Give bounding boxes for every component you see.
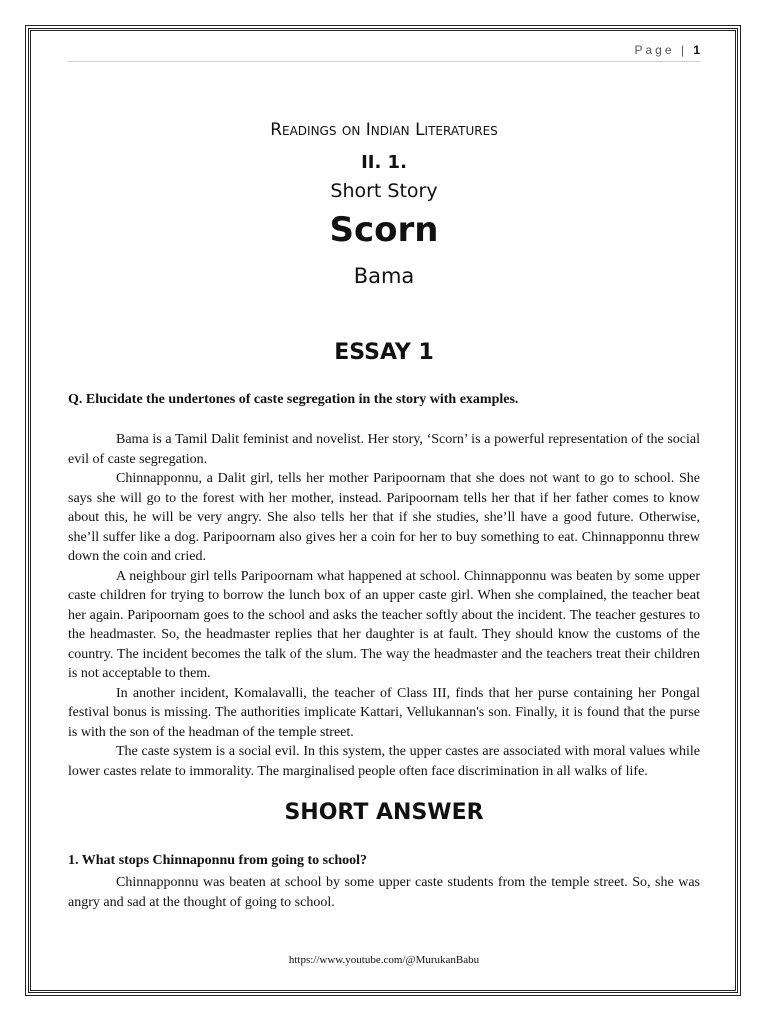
page-label: Page |	[634, 43, 687, 57]
essay-paragraph: The caste system is a social evil. In this system, the upper castes are associated with moral values while lower castes relate to immorality. The marginalised people often face discrimination in all walks of life.	[68, 744, 700, 779]
essay-heading: ESSAY 1	[334, 340, 434, 365]
unit-number: II. 1.	[361, 152, 407, 173]
genre-label: Short Story	[330, 180, 438, 202]
short-answer-text: Chinnapponnu was beaten at school by some upper caste students from the temple street. So, she was angry and sad at the thought of going to school.	[68, 875, 700, 910]
essay-paragraph: A neighbour girl tells Paripoornam what happened at school. Chinnapponnu was beaten by some upper caste children for trying to borrow the lunch box of an upper caste girl. When she complained, the teacher beat her again. Paripoornam goes to the school and asks the teacher softly about the incident. The teacher gestures to the headmaster. So, the headmaster replies that her daughter is at fault. They should know the customs of the country. The incident becomes the talk of the slum. The way the headmaster and the teachers treat their children is not acceptable to them.	[68, 568, 700, 681]
short-answer-question: 1. What stops Chinnaponnu from going to school?	[68, 853, 368, 868]
page-number	[634, 43, 700, 57]
author-name: Bama	[353, 264, 415, 288]
short-answer-heading: SHORT ANSWER	[284, 800, 484, 825]
essay-body	[68, 430, 700, 781]
essay-paragraph: Chinnapponnu, a Dalit girl, tells her mother Paripoornam that she does not want to go to school. She says she will go to the forest with her mother, instead. Paripoornam tells her that if her father comes to know about this, he will be very angry. She also tells her that if she studies, she’ll have a good future. Otherwise, she’ll suffer like a dog. Paripoornam also gives her a coin for her to buy something to eat. Chinnapponnu threw down the coin and cried.	[68, 471, 700, 564]
story-title: Scorn	[329, 210, 439, 250]
essay-paragraph: Bama is a Tamil Dalit feminist and novelist. Her story, ‘Scorn’ is a powerful representation of the social evil of caste segregation.	[68, 432, 700, 467]
series-title: Readings on Indian Literatures	[270, 120, 498, 140]
short-answer-body	[68, 873, 700, 912]
essay-question: Q. Elucidate the undertones of caste segregation in the story with examples.	[68, 392, 519, 407]
page-number-value: 1	[693, 43, 700, 57]
essay-paragraph: In another incident, Komalavalli, the teacher of Class III, finds that her purse containing her Pongal festival bonus is missing. The authorities implicate Kattari, Vellukannan's son. Finally, it is found that the purse is with the son of the headman of the temple street.	[68, 685, 700, 740]
footer-link[interactable]: https://www.youtube.com/@MurukanBabu	[288, 954, 480, 966]
header-divider	[68, 61, 700, 62]
